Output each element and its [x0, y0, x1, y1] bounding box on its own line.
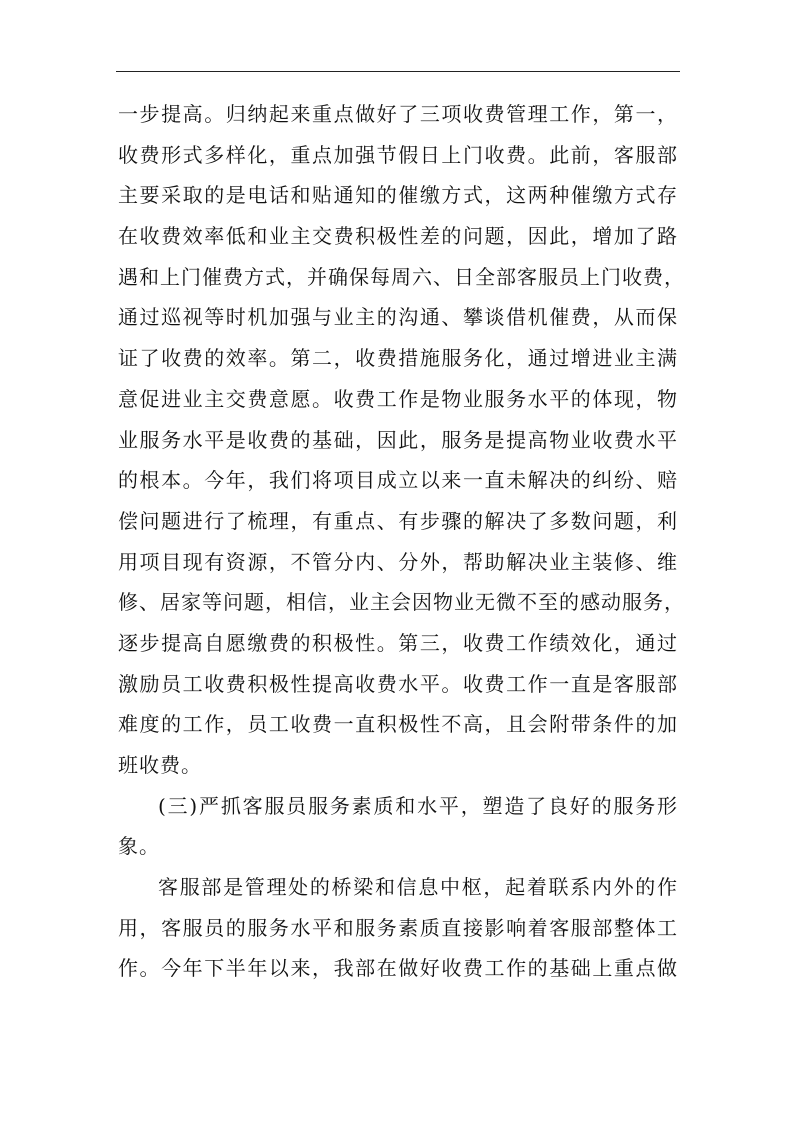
paragraph-line: 遇和上门催费方式，并确保每周六、日全部客服员上门收费，	[118, 264, 685, 289]
paragraph-line: 逐步提高自愿缴费的积极性。第三，收费工作绩效化，通过	[118, 630, 678, 655]
paragraph-line: 偿问题进行了梳理，有重点、有步骤的解决了多数问题，利	[118, 508, 678, 533]
paragraph-line: 主要采取的是电话和贴通知的催缴方式，这两种催缴方式存	[118, 183, 678, 208]
paragraph-line: 用，客服员的服务水平和服务素质直接影响着客服部整体工	[118, 915, 678, 940]
paragraph-line: 客服部是管理处的桥梁和信息中枢，起着联系内外的作	[158, 875, 678, 900]
paragraph-line: 收费形式多样化，重点加强节假日上门收费。此前，客服部	[118, 142, 678, 167]
paragraph-line: 激励员工收费积极性提高收费水平。收费工作一直是客服部	[118, 671, 678, 696]
paragraph-line: 意促进业主交费意愿。收费工作是物业服务水平的体现，物	[118, 386, 678, 411]
paragraph-line: 一步提高。归纳起来重点做好了三项收费管理工作，第一，	[118, 102, 678, 126]
paragraph-line: 班收费。	[118, 753, 202, 777]
paragraph-line: 在收费效率低和业主交费积极性差的问题，因此，增加了路	[118, 224, 678, 249]
paragraph-line: 通过巡视等时机加强与业主的沟通、攀谈借机催费，从而保	[118, 305, 678, 330]
paragraph-line: 修、居家等问题，相信，业主会因物业无微不至的感动服务，	[118, 590, 685, 615]
paragraph-line: 作。今年下半年以来，我部在做好收费工作的基础上重点做	[118, 956, 678, 981]
paragraph-line: 的根本。今年，我们将项目成立以来一直未解决的纠纷、赔	[118, 468, 678, 493]
paragraph-line: 业服务水平是收费的基础，因此，服务是提高物业收费水平	[118, 427, 678, 452]
paragraph-line: 证了收费的效率。第二，收费措施服务化，通过增进业主满	[118, 346, 678, 371]
header-divider	[116, 71, 680, 72]
section-heading-line: 象。	[118, 834, 160, 859]
paragraph-line: 用项目现有资源，不管分内、分外，帮助解决业主装修、维	[118, 549, 678, 574]
document-body	[118, 94, 685, 989]
paragraph-line: 难度的工作，员工收费一直积极性不高，且会附带条件的加	[118, 712, 678, 737]
section-heading-line: (三)严抓客服员服务素质和水平，塑造了良好的服务形	[158, 793, 678, 818]
